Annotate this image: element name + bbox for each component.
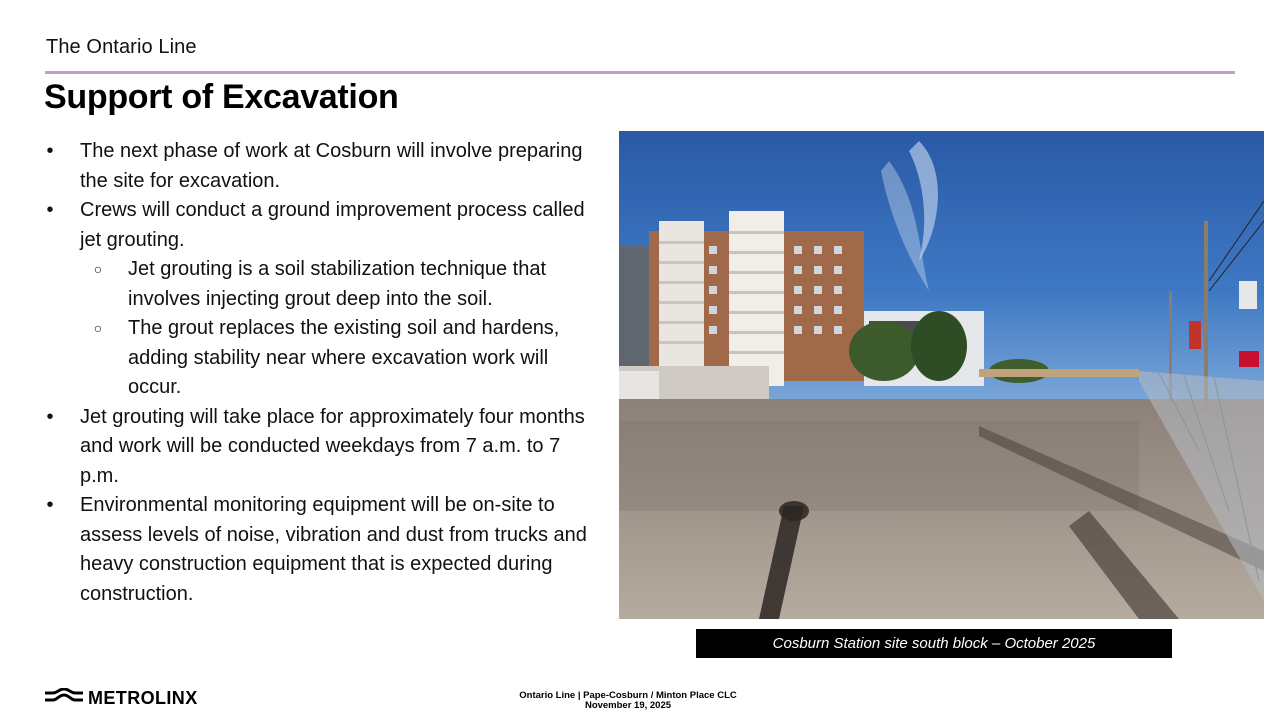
bullet-item [40, 491, 600, 609]
sub-bullet-icon: ○ [93, 320, 103, 336]
bullet-list [40, 137, 600, 609]
site-photo [619, 131, 1264, 619]
photo-caption: Cosburn Station site south block – October 2025 [696, 629, 1172, 658]
bullet-icon: • [46, 140, 54, 162]
sub-bullet-item [40, 314, 600, 403]
metrolinx-wave-icon [45, 688, 83, 709]
bullet-text: Jet grouting is a soil stabilization technique that involves injecting grout deep into the soil. [128, 258, 547, 310]
metrolinx-logo [45, 688, 198, 708]
bullet-text: Environmental monitoring equipment will be on-site to assess levels of noise, vibration and dust from trucks and heavy construction equipment that is expected during construction. [80, 494, 587, 605]
bullet-icon: • [46, 494, 54, 516]
footer-meeting-info [478, 691, 778, 711]
footer-meeting-name: Ontario Line | Pape-Cosburn / Minton Place CLC [519, 690, 737, 701]
section-kicker: The Ontario Line [46, 36, 197, 58]
bullet-text: Crews will conduct a ground improvement process called jet grouting. [80, 199, 585, 251]
sub-bullet-icon: ○ [93, 261, 103, 277]
bullet-icon: • [46, 199, 54, 221]
bullet-item [40, 137, 600, 196]
bullet-text: Jet grouting will take place for approximately four months and work will be conducted weekdays from 7 a.m. to 7 p.m. [80, 405, 585, 487]
slide-title: Support of Excavation [44, 78, 399, 116]
footer-date: November 19, 2025 [584, 700, 672, 711]
header-divider [45, 71, 1235, 74]
bullet-item [40, 403, 600, 492]
bullet-item [40, 196, 600, 255]
logo-wordmark: METROLINX [88, 687, 198, 708]
sub-bullet-item [40, 255, 600, 314]
bullet-icon: • [46, 405, 54, 428]
bullet-text: The grout replaces the existing soil and hardens, adding stability near where excavation work will occur. [128, 317, 560, 398]
bullet-text: The next phase of work at Cosburn will involve preparing the site for excavation. [80, 140, 583, 192]
